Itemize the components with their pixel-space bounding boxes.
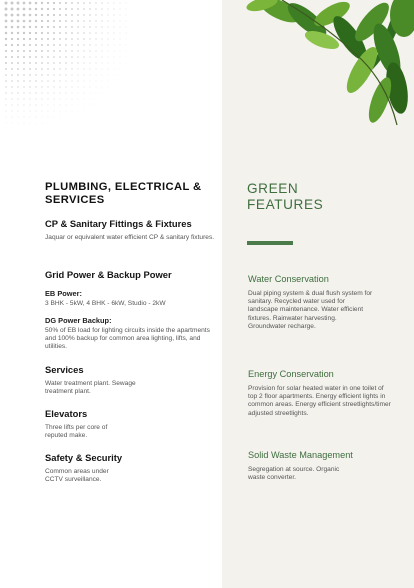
section-cp-fittings [45, 219, 217, 242]
feature-water-conservation [248, 274, 398, 331]
feature-title: Energy Conservation [248, 369, 334, 379]
feature-title: Solid Waste Management [248, 450, 353, 460]
feature-solid-waste-management [248, 450, 398, 482]
section-grid-power [45, 270, 217, 351]
green-leaves-illustration [222, 0, 414, 130]
eb-power-label: EB Power: [45, 288, 82, 298]
section-body: Water treatment plant. Sewage treatment plant. [45, 379, 136, 395]
feature-body: Segregation at source. Organic waste converter. [248, 466, 340, 482]
section-title: Services [45, 364, 84, 375]
main-heading: PLUMBING, ELECTRICAL & SERVICES [45, 181, 202, 206]
section-body: Jaquar or equivalent water efficient CP & sanitary fixtures. [45, 233, 215, 241]
dg-backup-body: 50% of EB load for lighting circuits inside the apartments and 100% backup for common area lighting, lifts, and utilities. [45, 326, 210, 351]
section-elevators [45, 409, 217, 440]
section-title: Grid Power & Backup Power [45, 269, 172, 280]
feature-energy-conservation [248, 369, 398, 418]
eb-power-body: 3 BHK - 5kW, 4 BHK - 6kW, Studio - 2kW [45, 299, 166, 307]
halftone-dot-pattern [0, 0, 130, 125]
heading-underline-bar [247, 241, 293, 245]
section-title: Elevators [45, 408, 88, 419]
section-safety-security [45, 453, 217, 484]
section-body: Common areas under CCTV surveillance. [45, 467, 109, 483]
feature-title: Water Conservation [248, 274, 329, 284]
feature-body: Dual piping system & dual flush system for sanitary. Recycled water used for landscape maintenance. Water efficient fixtures. Rainwater harvesting. Groundwater recharge. [248, 290, 373, 330]
section-title: Safety & Security [45, 452, 123, 463]
feature-body: Provision for solar heated water in one toilet of top 2 floor apartments. Energy efficient lights in common areas. Energy efficient streetlights/timer adjusted streetlights. [248, 385, 391, 417]
green-features-heading: GREEN FEATURES [247, 181, 324, 212]
section-body: Three lifts per core of reputed make. [45, 423, 108, 439]
dg-backup-label: DG Power Backup: [45, 315, 112, 325]
section-services [45, 365, 217, 396]
section-title: CP & Sanitary Fittings & Fixtures [45, 218, 192, 229]
